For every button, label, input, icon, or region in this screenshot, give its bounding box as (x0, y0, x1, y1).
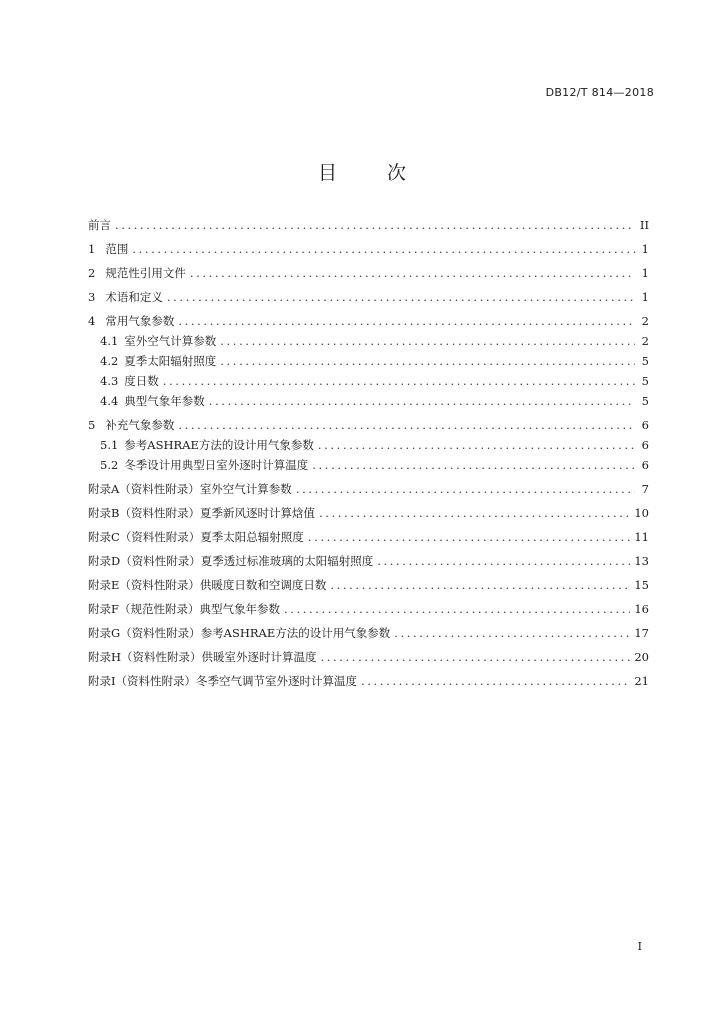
toc-entry-number: 4.2 (100, 354, 119, 368)
toc-entry-number: 5.1 (100, 438, 119, 452)
toc-appendix-tag: 附录A（资料性附录） (88, 482, 200, 496)
toc-entry-page: 1 (641, 242, 649, 256)
toc-entry-label: 冬季设计用典型日室外逐时计算温度 (124, 458, 309, 472)
toc-appendix-d[interactable] (88, 554, 649, 568)
toc-entry-label: 范围 (105, 242, 129, 256)
toc-entry-5[interactable] (88, 418, 649, 432)
toc-entry-page: 5 (641, 354, 649, 368)
toc-entry-number: 4.1 (100, 334, 119, 348)
toc-entry-page: 2 (641, 334, 649, 348)
toc-leader-dots (330, 578, 630, 592)
toc-entry-page: 16 (634, 602, 649, 616)
toc-entry-label: 典型气象年参数 (199, 602, 280, 616)
toc-entry-page: 15 (634, 578, 649, 592)
toc-entry-1[interactable] (88, 242, 649, 256)
toc-entry-page: 13 (634, 554, 649, 568)
toc-entry-page: 2 (641, 314, 649, 328)
toc-entry-page: 5 (641, 374, 649, 388)
toc-entry-2[interactable] (88, 266, 649, 280)
toc-entry-label: 供暖室外逐时计算温度 (201, 650, 317, 664)
toc-entry-label: 规范性引用文件 (105, 266, 186, 280)
toc-entry-label: 室外空气计算参数 (199, 482, 292, 496)
toc-leader-dots (167, 290, 635, 304)
toc-leader-dots (115, 218, 635, 232)
toc-appendix-tag: 附录B（资料性附录） (88, 506, 200, 520)
toc-entry-4-4[interactable] (88, 394, 649, 408)
toc-entry-label: 度日数 (124, 374, 159, 388)
toc-appendix-tag: 附录I（资料性附录） (88, 674, 197, 688)
toc-entry-page: 17 (634, 626, 649, 640)
toc-entry-label: 夏季太阳总辐射照度 (200, 530, 304, 544)
toc-entry-label: 典型气象年参数 (124, 394, 205, 408)
toc-leader-dots (321, 650, 631, 664)
toc-leader-dots (220, 354, 635, 368)
toc-entry-number: 2 (88, 266, 96, 280)
toc-entry-number: 4 (88, 314, 96, 328)
toc-entry-page: 6 (641, 438, 649, 452)
toc-entry-3[interactable] (88, 290, 649, 304)
toc-leader-dots (319, 506, 630, 520)
toc-entry-label: 供暖度日数和空调度日数 (199, 578, 327, 592)
toc-entry-page: 6 (641, 458, 649, 472)
toc-leader-dots (312, 458, 635, 472)
toc-appendix-tag: 附录G（资料性附录） (88, 626, 201, 640)
toc-entry-page: 1 (641, 266, 649, 280)
toc-entry-label: 夏季透过标准玻璃的太阳辐射照度 (200, 554, 374, 568)
toc-leader-dots (284, 602, 630, 616)
toc-leader-dots (163, 374, 635, 388)
toc-leader-dots (132, 242, 635, 256)
toc-leader-dots (209, 394, 635, 408)
toc-appendix-h[interactable] (88, 650, 649, 664)
toc-appendix-b[interactable] (88, 506, 649, 520)
toc-leader-dots (178, 418, 635, 432)
toc-entry-page: 10 (634, 506, 649, 520)
toc-entry-page: 7 (641, 482, 649, 496)
toc-appendix-i[interactable] (88, 674, 649, 688)
toc-entry-page: 5 (641, 394, 649, 408)
toc-leader-dots (318, 438, 635, 452)
toc-entry-4-3[interactable] (88, 374, 649, 388)
toc-entry-5-2[interactable] (88, 458, 649, 472)
toc-leader-dots (377, 554, 630, 568)
toc-entry-label: 夏季太阳辐射照度 (124, 354, 217, 368)
toc-appendix-f[interactable] (88, 602, 649, 616)
toc-appendix-tag: 附录D（资料性附录） (88, 554, 201, 568)
toc-entry-4[interactable] (88, 314, 649, 328)
toc-entry-label: 室外空气计算参数 (124, 334, 217, 348)
toc-entry-number: 3 (88, 290, 96, 304)
toc-entry-number: 4.4 (100, 394, 119, 408)
toc-appendix-tag: 附录C（资料性附录） (88, 530, 201, 544)
toc-entry-label: 补充气象参数 (105, 418, 175, 432)
toc-entry-number: 5.2 (100, 458, 119, 472)
toc-appendix-g[interactable] (88, 626, 649, 640)
toc-entry-label: 夏季新风逐时计算焓值 (199, 506, 315, 520)
toc-leader-dots (190, 266, 635, 280)
toc-appendix-e[interactable] (88, 578, 649, 592)
toc-leader-dots (361, 674, 630, 688)
toc-leader-dots (220, 334, 635, 348)
toc-entry-label: 常用气象参数 (105, 314, 175, 328)
toc-entry-4-2[interactable] (88, 354, 649, 368)
toc-entry-number: 4.3 (100, 374, 119, 388)
toc-entry-label: 参考ASHRAE方法的设计用气象参数 (124, 438, 314, 452)
toc-entry-label: 术语和定义 (105, 290, 163, 304)
toc-appendix-tag: 附录F（规范性附录） (88, 602, 200, 616)
toc-entry-4-1[interactable] (88, 334, 649, 348)
toc-appendix-tag: 附录H（资料性附录） (88, 650, 202, 664)
toc-entry-page: 1 (641, 290, 649, 304)
toc-entry-page: 20 (634, 650, 649, 664)
toc-leader-dots (178, 314, 635, 328)
page-title: 目 次 (317, 162, 429, 184)
toc-entry-label: 参考ASHRAE方法的设计用气象参数 (200, 626, 391, 640)
toc-leader-dots (394, 626, 630, 640)
table-of-contents (88, 218, 649, 688)
standard-code: DB12/T 814—2018 (545, 86, 654, 99)
toc-entry-page: II (639, 218, 649, 232)
toc-entry-number: 5 (88, 418, 96, 432)
toc-entry-label: 前言 (88, 218, 111, 232)
toc-leader-dots (308, 530, 631, 544)
toc-appendix-tag: 附录E（资料性附录） (88, 578, 200, 592)
toc-entry-page: 6 (641, 418, 649, 432)
toc-entry-page: 21 (634, 674, 649, 688)
toc-entry-page: 11 (634, 530, 649, 544)
toc-appendix-a[interactable] (88, 482, 649, 496)
toc-entry-5-1[interactable] (88, 438, 649, 452)
toc-entry-number: 1 (88, 242, 96, 256)
page-number: I (637, 940, 642, 953)
toc-entry-foreword[interactable] (88, 218, 649, 232)
toc-entry-label: 冬季空气调节室外逐时计算温度 (196, 674, 358, 688)
toc-leader-dots (296, 482, 635, 496)
toc-appendix-c[interactable] (88, 530, 649, 544)
